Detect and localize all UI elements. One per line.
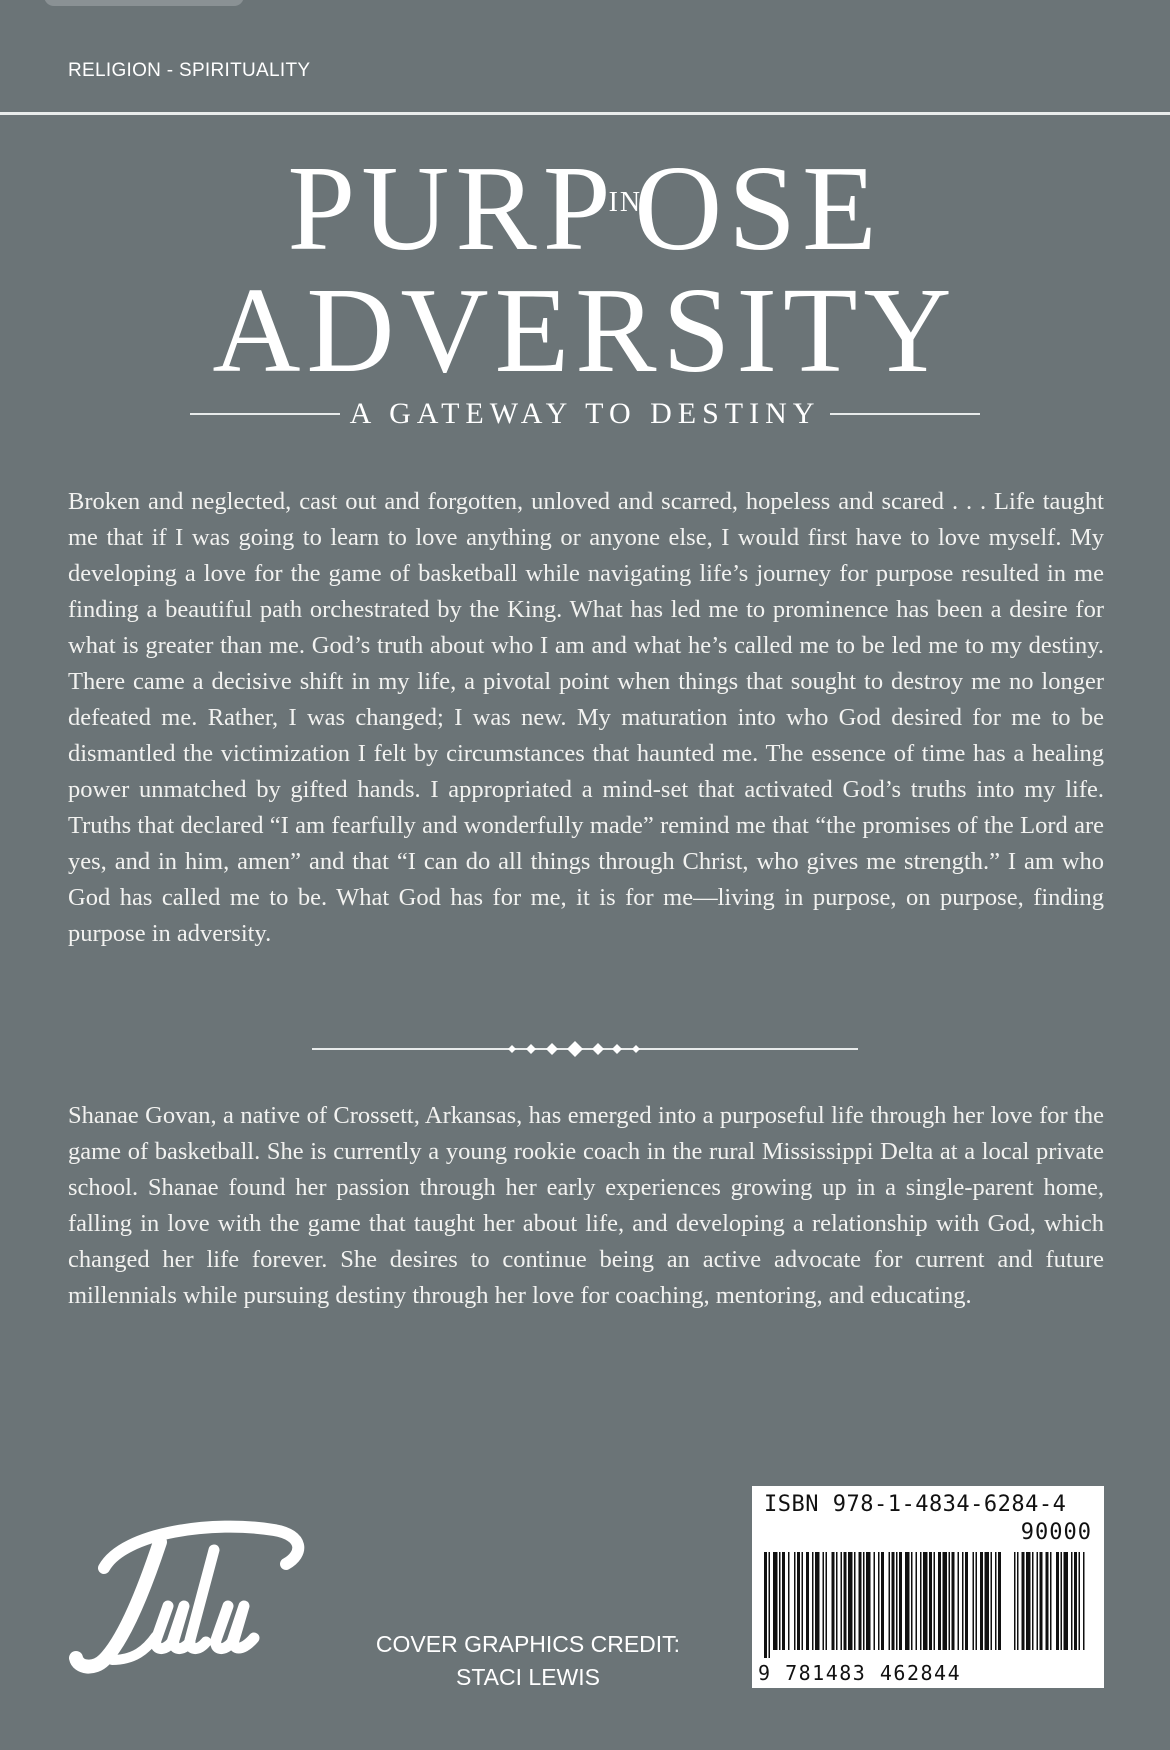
- barcode-bar: [773, 1552, 778, 1650]
- barcode-bar: [1079, 1552, 1081, 1650]
- title-in-badge: IN: [608, 187, 643, 218]
- barcode-bar: [788, 1552, 790, 1650]
- subtitle-rule-right: [830, 413, 980, 415]
- blurb-paragraph: Broken and neglected, cast out and forgotten, unloved and scarred, hopeless and scared . . . Life taught me that if I was going to learn to love anything or anyone else, I would first have to love myself. My developing a love for the game of basketball while navigating life’s journey for purpose resulted in me finding a beautiful path orchestrated by the King. What has led me to prominence has been a desire for what is greater than me. God’s truth about who I am and what he’s called me to be led me to my destiny. There came a decisive shift in my life, a pivotal point when things that sought to destroy me no longer defeated me. Rather, I was changed; I was new. My maturation into who God desired for me to be dismantled the victimization I felt by circumstances that haunted me. The essence of time has a healing power unmatched by gifted hands. I appropriated a mind-set that activated God’s truths into my life. Truths that declared “I am fearfully and wonderfully made” remind me that “the promises of the Lord are yes, and in him, amen” and that “I can do all things through Christ, who gives me strength.” I am who God has called me to be. What God has for me, it is for me—living in purpose, on purpose, finding purpose in adversity.: [68, 488, 1104, 947]
- barcode-bar: [832, 1552, 835, 1650]
- barcode-bar: [863, 1552, 865, 1650]
- barcode-bar: [938, 1552, 941, 1650]
- barcode-bar: [1050, 1552, 1052, 1650]
- barcode-bar: [943, 1552, 948, 1650]
- author-bio-paragraph: Shanae Govan, a native of Crossett, Arkansas, has emerged into a purposeful life through her love for the game of basketball. She is currently a young rookie coach in the rural Mississippi Delta at a local private school. Shanae found her passion through her early experiences growing up in a single-parent home, falling in love with the game that taught her about life, and developing a relationship with God, which changed her life forever. She desires to continue being an active advocate for current and future millennials while pursuing destiny through her love for coaching, mentoring, and educating.: [68, 1102, 1104, 1309]
- barcode-bar: [1026, 1552, 1031, 1650]
- title-line-1: [0, 141, 1170, 276]
- subtitle-row: [190, 396, 980, 432]
- barcode-bar: [911, 1552, 913, 1650]
- barcode-bar: [985, 1552, 990, 1650]
- barcode-bar: [899, 1552, 902, 1650]
- barcode-bar: [848, 1552, 853, 1650]
- barcode-bar: [823, 1552, 825, 1650]
- barcode-bar: [1064, 1552, 1069, 1650]
- subtitle: A GATEWAY TO DESTINY: [349, 397, 821, 430]
- barcode-bar: [794, 1552, 796, 1650]
- barcode-bar: [1074, 1552, 1077, 1650]
- credit-line-1: COVER GRAPHICS CREDIT:: [375, 1631, 681, 1657]
- barcode-bar: [962, 1552, 964, 1650]
- barcode-bar: [844, 1552, 847, 1650]
- barcode-bar: [764, 1552, 767, 1658]
- barcode-bar: [896, 1552, 898, 1650]
- barcode-bar: [1014, 1552, 1016, 1650]
- barcode-bar: [1061, 1552, 1063, 1650]
- isbn-barcode-box: [752, 1486, 1104, 1688]
- title-line-2: ADVERSITY: [212, 263, 958, 398]
- barcode-bar: [934, 1552, 936, 1650]
- barcode-bar: [782, 1552, 785, 1650]
- title-ose: OSE: [634, 141, 883, 276]
- barcode-bar: [874, 1552, 876, 1650]
- barcode-bar: [923, 1552, 928, 1650]
- barcode-bar: [815, 1552, 820, 1650]
- ornament-divider: [312, 1036, 858, 1062]
- credit-line-2: STACI LEWIS: [456, 1664, 600, 1690]
- barcode-bar: [952, 1552, 955, 1650]
- barcode-bar: [958, 1552, 960, 1650]
- barcode-bar: [836, 1552, 838, 1650]
- barcode-bar: [905, 1552, 910, 1650]
- barcode-bar: [802, 1552, 804, 1650]
- barcode-bar: [920, 1552, 922, 1650]
- barcode-bars: [762, 1522, 1092, 1658]
- barcode-bar: [929, 1552, 932, 1650]
- barcode-digits: 9 781483 462844: [758, 1661, 962, 1685]
- subtitle-rule-left: [190, 413, 340, 415]
- barcode-bar: [841, 1552, 843, 1650]
- price-code: 90000: [1020, 1520, 1092, 1545]
- title-purp: PURP: [287, 141, 617, 276]
- barcode-bar: [1040, 1552, 1043, 1650]
- barcode-bar: [769, 1552, 771, 1658]
- barcode-bar: [1071, 1552, 1073, 1650]
- category-label: RELIGION - SPIRITUALITY: [68, 60, 311, 81]
- isbn-text: ISBN 978-1-4834-6284-4: [764, 1492, 1067, 1517]
- barcode-bar: [973, 1552, 975, 1650]
- barcode-bar: [854, 1552, 856, 1650]
- barcode-bar: [881, 1552, 884, 1650]
- barcode-bar: [995, 1552, 997, 1650]
- barcode-bar: [1056, 1552, 1059, 1650]
- barcode-bar: [1046, 1552, 1049, 1650]
- barcode-bar: [965, 1552, 968, 1650]
- cover-credit: [368, 1628, 688, 1694]
- lulu-logo: [64, 1510, 314, 1680]
- barcode-bar: [866, 1552, 871, 1650]
- barcode-bar: [1083, 1552, 1085, 1650]
- barcode-bar: [980, 1552, 983, 1650]
- barcode-bar: [797, 1552, 800, 1650]
- barcode-bar: [1022, 1552, 1025, 1650]
- barcode-bar: [812, 1552, 814, 1650]
- barcode-bar: [1037, 1552, 1039, 1650]
- barcode-bar: [949, 1552, 951, 1650]
- barcode-bar: [998, 1552, 1001, 1650]
- barcode-bar: [1017, 1552, 1019, 1650]
- barcode-bar: [1032, 1552, 1034, 1650]
- barcode-bar: [859, 1552, 862, 1650]
- barcode-bar: [916, 1552, 918, 1650]
- barcode-bar: [889, 1552, 891, 1650]
- top-tab-decoration: [44, 0, 244, 6]
- barcode-bar: [826, 1552, 828, 1650]
- barcode-bar: [878, 1552, 880, 1650]
- barcode-bar: [892, 1552, 895, 1650]
- header-divider: [0, 112, 1170, 115]
- barcode-bar: [991, 1552, 993, 1650]
- barcode-bar: [806, 1552, 809, 1650]
- barcode-bar: [779, 1552, 781, 1650]
- barcode-bar: [976, 1552, 978, 1650]
